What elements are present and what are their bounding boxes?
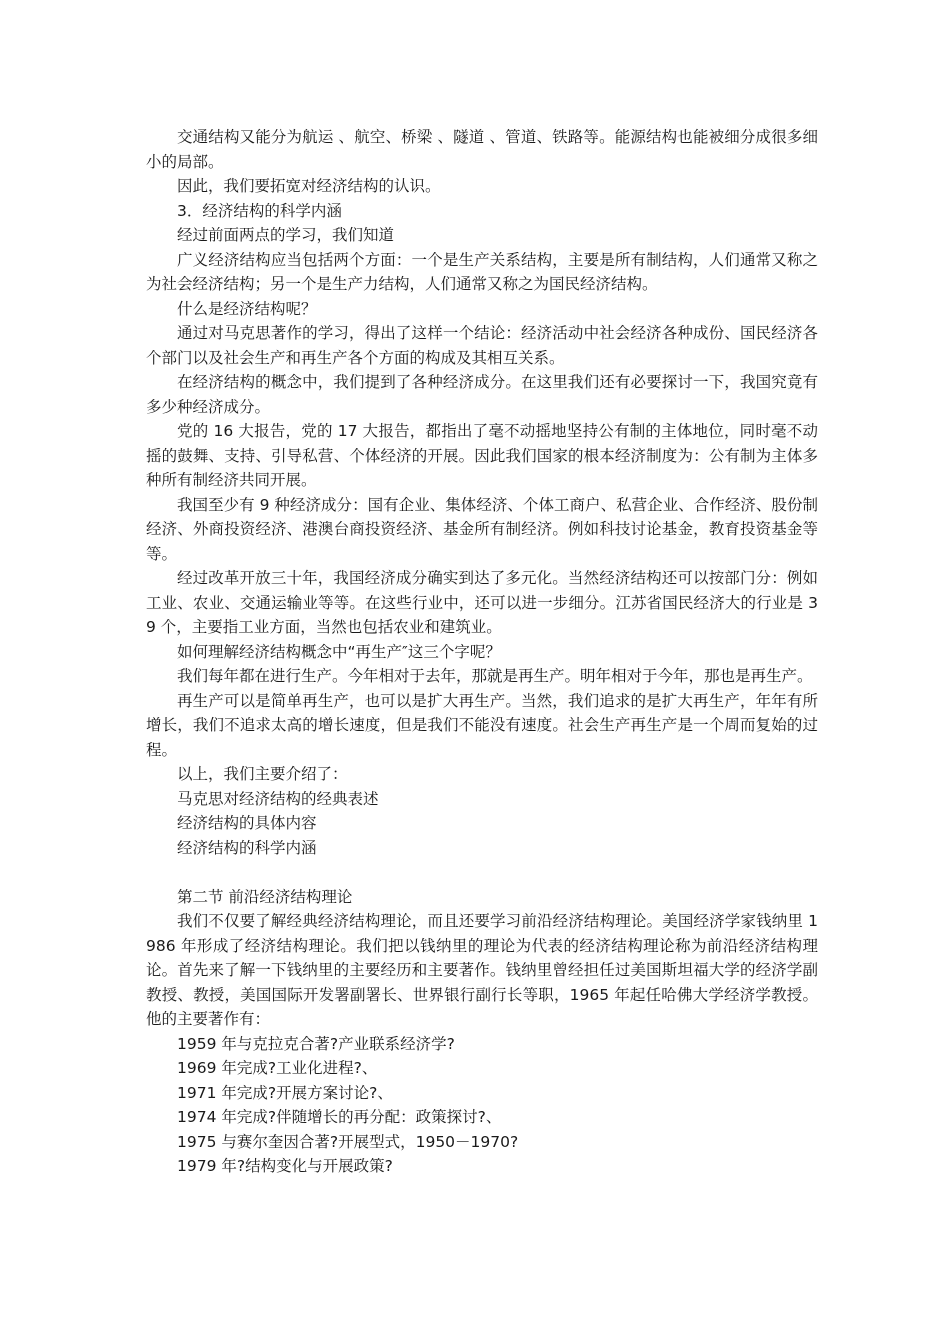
- paragraph: 再生产可以是简单再生产，也可以是扩大再生产。当然，我们追求的是扩大再生产，年年有所增长，我们不追求太高的增长速度，但是我们不能没有速度。社会生产再生产是一个周而复始的过程。: [146, 691, 818, 759]
- work-list-item: 1959 年与克拉克合著?产业联系经济学?: [177, 1034, 455, 1053]
- body-text-part2: [146, 909, 818, 1179]
- paragraph: 经过改革开放三十年，我国经济成分确实到达了多元化。当然经济结构还可以按部门分：例如工业、农业、交通运输业等等。在这些行业中，还可以进一步细分。江苏省国民经济大的行业是 39 个，主要指工业方面，当然也包括农业和建筑业。: [146, 569, 818, 636]
- work-list-item: 1979 年?结构变化与开展政策?: [177, 1157, 393, 1175]
- paragraph: 我们每年都在进行生产。今年相对于去年，那就是再生产。明年相对于今年，那也是再生产。: [177, 667, 813, 685]
- summary-item: 经济结构的具体内容: [177, 814, 317, 832]
- paragraph: 什么是经济结构呢？: [177, 299, 317, 318]
- body-text-part1: [146, 125, 818, 860]
- paragraph: 经过前面两点的学习，我们知道: [177, 226, 395, 244]
- summary-item: 马克思对经济结构的经典表述: [177, 789, 379, 808]
- paragraph: 交通结构又能分为航运 、航空、桥梁 、隧道 、管道、铁路等。能源结构也能被细分成很多细小的局部。: [146, 128, 818, 171]
- paragraph: 在经济结构的概念中，我们提到了各种经济成分。在这里我们还有必要探讨一下，我国究竟有多少种经济成分。: [146, 373, 818, 416]
- work-list-item: 1971 年完成?开展方案讨论?、: [177, 1083, 393, 1102]
- paragraph: 因此，我们要拓宽对经济结构的认识。: [177, 177, 441, 195]
- paragraph: 通过对马克思著作的学习，得出了这样一个结论：经济活动中社会经济各种成份、国民经济各个部门以及社会生产和再生产各个方面的构成及其相互关系。: [146, 324, 818, 367]
- paragraph: 如何理解经济结构概念中“再生产″这三个字呢？: [177, 642, 501, 661]
- numbered-heading: 3．经济结构的科学内涵: [177, 201, 342, 220]
- paragraph: 以上，我们主要介绍了：: [177, 765, 348, 783]
- section-title: 第二节 前沿经济结构理论: [177, 887, 353, 906]
- paragraph: 广义经济结构应当包括两个方面：一个是生产关系结构，主要是所有制结构，人们通常又称之为社会经济结构；另一个是生产力结构，人们通常又称之为国民经济结构。: [146, 250, 818, 293]
- work-list-item: 1969 年完成?工业化进程?、: [177, 1059, 378, 1077]
- paragraph: 党的 16 大报告，党的 17 大报告，都指出了毫不动摇地坚持公有制的主体地位，同时毫不动摇的鼓舞、支持、引导私营、个体经济的开展。因此我们国家的根本经济制度为：公有制为主体多种所有制经济共同开展。: [146, 422, 818, 489]
- paragraph: 我们不仅要了解经典经济结构理论，而且还要学习前沿经济结构理论。美国经济学家钱纳里 1986 年形成了经济结构理论。我们把以钱纳里的理论为代表的经济结构理论称为前沿经济结构理论。首先来了解一下钱纳里的主要经历和主要著作。钱纳里曾经担任过美国斯坦福大学的经济学副教授、教授，美国国际开发署副署长、世界银行副行长等职，1965 年起任哈佛大学经济学教授。他的主要著作有：: [146, 912, 818, 1028]
- paragraph: 我国至少有 9 种经济成分：国有企业、集体经济、个体工商户、私营企业、合作经济、股份制经济、外商投资经济、港澳台商投资经济、基金所有制经济。例如科技讨论基金，教育投资基金等等。: [146, 495, 818, 563]
- blank-line: [146, 860, 818, 885]
- document-page: [146, 125, 818, 1179]
- summary-item: 经济结构的科学内涵: [177, 838, 317, 857]
- work-list-item: 1975 与赛尔奎因合著?开展型式，1950－1970?: [177, 1132, 519, 1151]
- work-list-item: 1974 年完成?伴随增长的再分配：政策探讨?、: [177, 1108, 502, 1126]
